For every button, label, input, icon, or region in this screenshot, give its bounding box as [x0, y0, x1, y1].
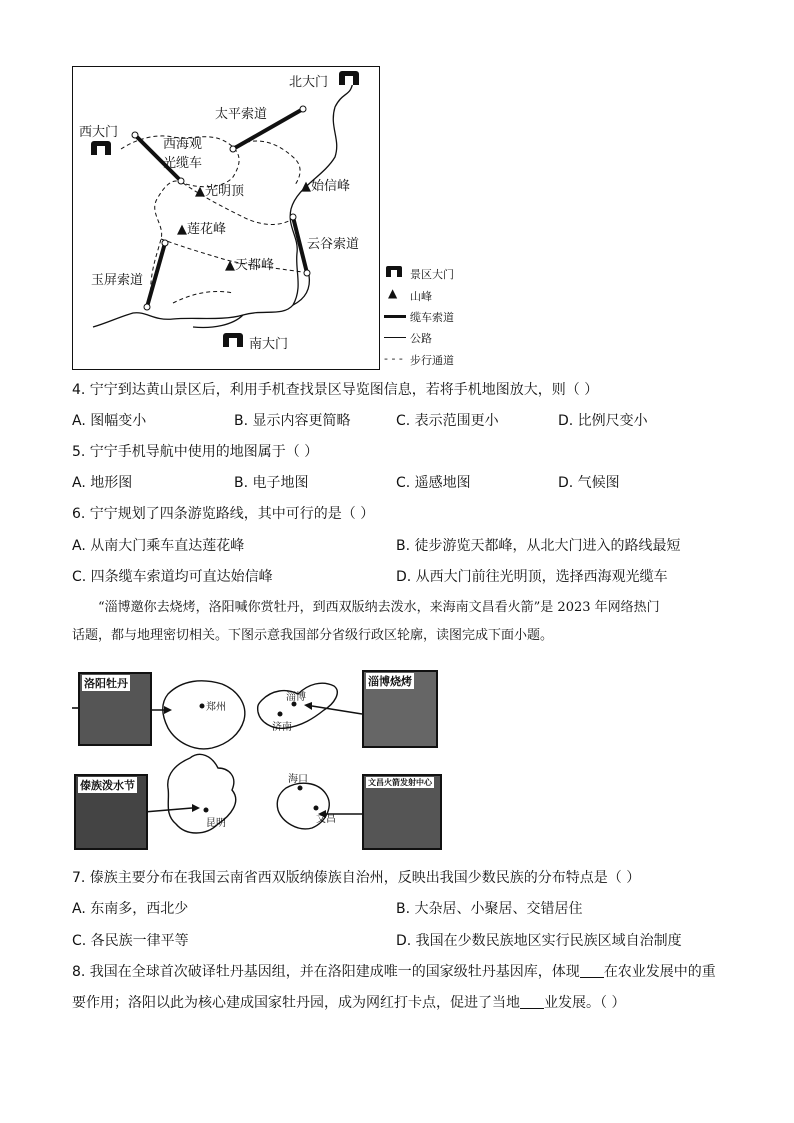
road-legend-line — [384, 337, 406, 338]
north-gate-label: 北大门 — [289, 75, 329, 90]
yungu-cableway-label: 云谷索道 — [307, 237, 360, 252]
photo-dai-water-festival: 傣族泼水节 — [74, 774, 148, 850]
map-legend — [384, 264, 484, 368]
photo-zibo-bbq: 淄博烧烤 — [362, 670, 438, 748]
question-7-stem: 7. 傣族主要分布在我国云南省西双版纳傣族自治州，反映出我国少数民族的分布特点是（ ） — [72, 870, 641, 886]
q7-option-b[interactable]: B. 大杂居、小聚居、交错居住 — [396, 901, 583, 917]
province-figure — [72, 664, 440, 850]
q7-option-a[interactable]: A. 东南多，西北少 — [72, 901, 189, 917]
q6-option-c[interactable]: C. 四条缆车索道均可直达始信峰 — [72, 569, 273, 585]
city-zibo: 淄博 — [286, 692, 306, 703]
q5-option-b[interactable]: B. 电子地图 — [234, 475, 309, 491]
shixin-peak: ▲始信峰 — [301, 179, 351, 194]
q4-option-d[interactable]: D. 比例尺变小 — [558, 413, 648, 429]
q5-option-a[interactable]: A. 地形图 — [72, 475, 133, 491]
xihai-label-1: 西海观 — [163, 137, 203, 152]
peak-legend-icon: ▲ — [388, 286, 398, 300]
q6-option-d[interactable]: D. 从西大门前往光明顶，选择西海观光缆车 — [396, 569, 668, 585]
cable-legend-line — [384, 315, 406, 318]
question-4-stem: 4. 宁宁到达黄山景区后，利用手机查找景区导览图信息，若将手机地图放大，则（ ） — [72, 382, 599, 398]
north-gate-icon — [339, 71, 359, 85]
legend-gate: 景区大门 — [410, 268, 454, 281]
q5-option-d[interactable]: D. 气候图 — [558, 475, 620, 491]
legend-peak: 山峰 — [410, 290, 432, 303]
q7-option-c[interactable]: C. 各民族一律平等 — [72, 933, 189, 949]
q8-blank-2[interactable] — [520, 994, 544, 1009]
taiping-cableway-label: 太平索道 — [215, 107, 268, 122]
legend-road: 公路 — [410, 332, 432, 345]
question-8-line-2 — [72, 994, 625, 1012]
legend-cable: 缆车索道 — [410, 311, 454, 324]
guangming-peak: ▲光明顶 — [195, 184, 245, 199]
city-jinan: 济南 — [272, 722, 292, 733]
city-haikou: 海口 — [288, 774, 308, 785]
passage — [72, 594, 732, 650]
photo-wenchang-launch: 文昌火箭发射中心 — [362, 774, 442, 850]
photo-luoyang-peony: 洛阳牡丹 — [78, 672, 152, 746]
south-gate-label: 南大门 — [249, 337, 289, 352]
q4-option-a[interactable]: A. 图幅变小 — [72, 413, 147, 429]
question-8-line-1 — [72, 963, 716, 981]
city-zhengzhou: 郑州 — [206, 702, 226, 713]
gate-legend-icon — [386, 266, 402, 277]
lianhua-peak: ▲莲花峰 — [177, 222, 227, 237]
legend-walk: 步行通道 — [410, 354, 454, 367]
q8-part-3: 要作用；洛阳以此为核心建成国家牡丹园，成为网红打卡点，促进了当地 — [72, 995, 520, 1011]
q6-option-a[interactable]: A. 从南大门乘车直达莲花峰 — [72, 538, 245, 554]
question-5-stem: 5. 宁宁手机导航中使用的地图属于（ ） — [72, 444, 319, 460]
q8-part-2: 在农业发展中的重 — [603, 964, 716, 980]
city-wenchang: 文昌 — [316, 814, 336, 825]
passage-line-2: 话题，都与地理密切相关。下图示意我国部分省级行政区轮廓，读图完成下面小题。 — [72, 628, 554, 643]
q7-option-d[interactable]: D. 我国在少数民族地区实行民族区域自治制度 — [396, 933, 682, 949]
west-gate-icon — [91, 141, 111, 155]
passage-line-1: “淄博邀你去烧烤，洛阳喊你赏牡丹，到西双版纳去泼水，来海南文昌看火箭”是 2023 年网络热门 — [98, 600, 660, 615]
q4-option-b[interactable]: B. 显示内容更简略 — [234, 413, 351, 429]
xihai-label-2: 光缆车 — [163, 156, 203, 171]
city-kunming: 昆明 — [206, 818, 226, 829]
south-gate-icon — [223, 333, 243, 347]
yuping-cableway-label: 玉屏索道 — [91, 273, 144, 288]
tiandu-peak: ▲天都峰 — [225, 258, 275, 273]
q6-option-b[interactable]: B. 徒步游览天都峰，从北大门进入的路线最短 — [396, 538, 681, 554]
question-6-stem: 6. 宁宁规划了四条游览路线，其中可行的是（ ） — [72, 506, 375, 522]
walk-legend-dash: - - - — [384, 352, 403, 365]
huangshan-map — [72, 66, 380, 370]
q8-blank-1[interactable] — [580, 963, 604, 978]
q8-part-4: 业发展。（ ） — [544, 995, 626, 1011]
q4-option-c[interactable]: C. 表示范围更小 — [396, 413, 499, 429]
west-gate-label: 西大门 — [79, 125, 119, 140]
q8-part-1: 8. 我国在全球首次破译牡丹基因组，并在洛阳建成唯一的国家级牡丹基因库，体现 — [72, 964, 580, 980]
q5-option-c[interactable]: C. 遥感地图 — [396, 475, 471, 491]
